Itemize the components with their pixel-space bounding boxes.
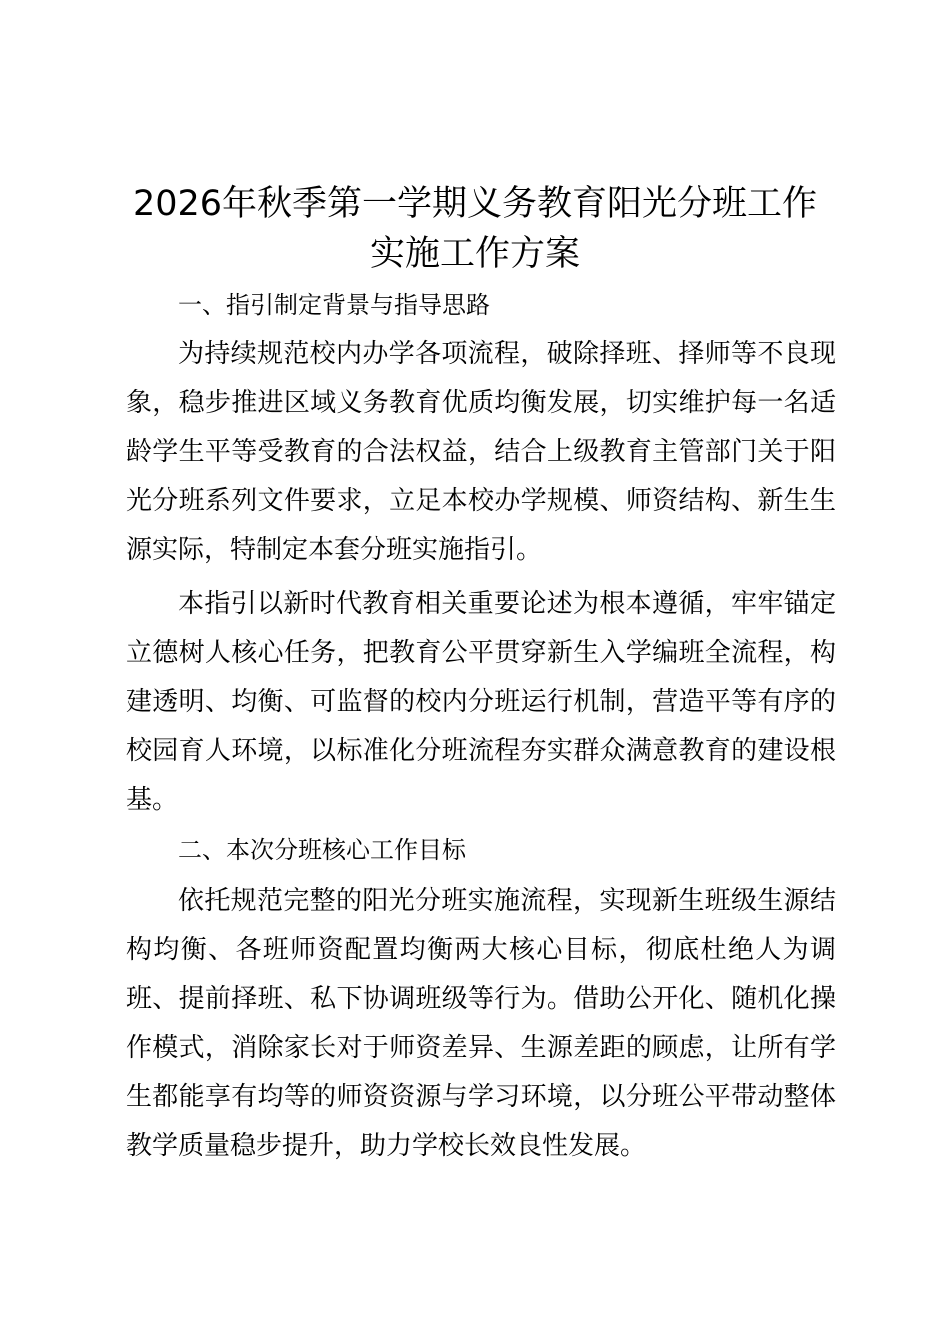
section-1-heading: 一、指引制定背景与指导思路 [178, 291, 490, 319]
section-2-heading: 二、本次分班核心工作目标 [178, 836, 466, 864]
section-2-paragraph-1: 依托规范完整的阳光分班实施流程，实现新生班级生源结构均衡、各班师资配置均衡两大核心目标，彻底杜绝人为调班、提前择班、私下协调班级等行为。借助公开化、随机化操作模式，消除家长对于师资差异、生源差距的顾虑，让所有学生都能享有均等的师资资源与学习环境，以分班公平带动整体教学质量稳步提升，助力学校长效良性发展。 [126, 886, 836, 1161]
section-1-paragraph-1: 为持续规范校内办学各项流程，破除择班、择师等不良现象，稳步推进区域义务教育优质均衡发展，切实维护每一名适龄学生平等受教育的合法权益，结合上级教育主管部门关于阳光分班系列文件要求，立足本校办学规模、师资结构、新生生源实际，特制定本套分班实施指引。 [126, 339, 836, 565]
section-1-paragraph-2: 本指引以新时代教育相关重要论述为根本遵循，牢牢锚定立德树人核心任务，把教育公平贯穿新生入学编班全流程，构建透明、均衡、可监督的校内分班运行机制，营造平等有序的校园育人环境，以标准化分班流程夯实群众满意教育的建设根基。 [126, 589, 836, 815]
document-title-line-1: 2026年秋季第一学期义务教育阳光分班工作 [132, 184, 818, 224]
document-title-line-2: 实施工作方案 [369, 234, 580, 274]
